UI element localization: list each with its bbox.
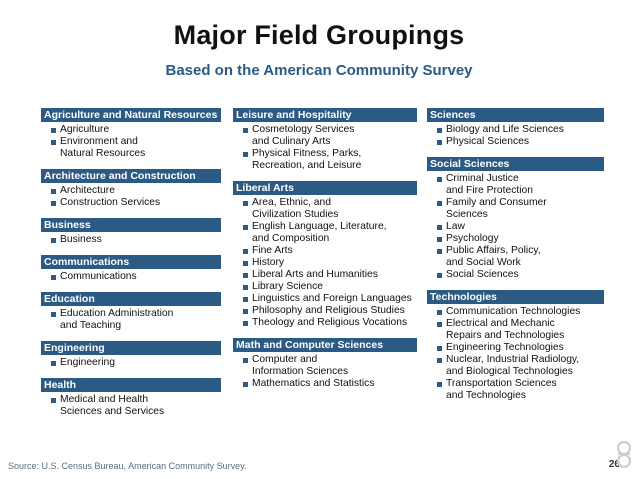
field-item — [427, 306, 604, 318]
field-item-text: Philosophy and Religious Studies — [252, 305, 405, 316]
field-item — [41, 124, 221, 136]
field-item-text: and Culinary Arts — [252, 136, 331, 147]
field-item-text: Education Administration — [60, 308, 174, 319]
field-item-text: Social Sciences — [446, 269, 519, 280]
field-item — [427, 318, 604, 342]
field-item-text: Law — [446, 221, 465, 232]
field-item — [427, 136, 604, 148]
field-item — [41, 197, 221, 209]
field-item-text: Sciences — [446, 209, 488, 220]
field-item — [41, 357, 221, 369]
field-item-text: Engineering — [60, 357, 115, 368]
field-list — [41, 306, 221, 332]
field-item-text: Communication Technologies — [446, 306, 581, 317]
field-item-text: Environment and — [60, 136, 138, 147]
field-item — [427, 342, 604, 354]
field-list — [41, 183, 221, 209]
field-item — [41, 308, 221, 332]
page-subtitle: Based on the American Community Survey — [165, 62, 473, 79]
field-group — [233, 108, 417, 172]
field-list — [41, 355, 221, 369]
field-item-text: Mathematics and Statistics — [252, 378, 375, 389]
field-item — [427, 197, 604, 221]
field-item — [233, 221, 417, 245]
field-item-text: Family and Consumer — [446, 197, 547, 208]
field-item-text: Information Sciences — [252, 366, 349, 377]
field-item-text: Construction Services — [60, 197, 161, 208]
field-item — [427, 233, 604, 245]
field-item-text: Repairs and Technologies — [446, 330, 565, 341]
field-group — [427, 290, 604, 402]
field-group-header: Liberal Arts — [233, 181, 417, 195]
field-list — [233, 195, 417, 329]
field-group — [233, 338, 417, 390]
field-group-header: Math and Computer Sciences — [233, 338, 417, 352]
field-item — [233, 197, 417, 221]
field-list — [233, 352, 417, 390]
field-item-text: Natural Resources — [60, 148, 146, 159]
field-item — [427, 173, 604, 197]
field-item-text: Sciences and Services — [60, 406, 165, 417]
field-item — [427, 378, 604, 402]
field-list — [427, 304, 604, 402]
field-group — [41, 218, 221, 246]
georgetown-logo-icon — [614, 440, 634, 470]
field-item — [41, 136, 221, 160]
field-item-text: and Fire Protection — [446, 185, 533, 196]
field-list — [41, 122, 221, 160]
field-item-text: Library Science — [252, 281, 323, 292]
field-group — [41, 169, 221, 209]
field-group-header: Leisure and Hospitality — [233, 108, 417, 122]
field-item-text: Biology and Life Sciences — [446, 124, 564, 135]
field-group — [427, 108, 604, 148]
source-note: Source: U.S. Census Bureau, American Community Survey. — [8, 461, 247, 471]
field-item-text: Nuclear, Industrial Radiology, — [446, 354, 580, 365]
field-item-text: Liberal Arts and Humanities — [252, 269, 378, 280]
field-item-text: Business — [60, 234, 102, 245]
column-1 — [41, 108, 221, 418]
field-item — [427, 269, 604, 281]
field-item — [233, 378, 417, 390]
field-item — [233, 317, 417, 329]
field-item-text: Cosmetology Services — [252, 124, 355, 135]
field-group — [233, 181, 417, 329]
page-number: 26 — [608, 459, 620, 470]
field-group-header: Technologies — [427, 290, 604, 304]
field-item — [233, 269, 417, 281]
field-item-text: Area, Ethnic, and — [252, 197, 331, 208]
field-group-header: Architecture and Construction — [41, 169, 221, 183]
field-item — [233, 257, 417, 269]
field-item-text: and Technologies — [446, 390, 526, 401]
field-item — [41, 271, 221, 283]
field-item-text: Criminal Justice — [446, 173, 519, 184]
field-item — [427, 221, 604, 233]
field-item-text: Physical Fitness, Parks, — [252, 148, 362, 159]
field-item-text: and Composition — [252, 233, 330, 244]
field-item-text: Transportation Sciences — [446, 378, 557, 389]
field-item-text: Communications — [60, 271, 137, 282]
field-item — [427, 124, 604, 136]
field-item-text: Electrical and Mechanic — [446, 318, 555, 329]
column-2 — [233, 108, 417, 390]
field-item — [233, 148, 417, 172]
field-item-text: Agriculture — [60, 124, 110, 135]
field-item — [427, 245, 604, 269]
field-item-text: Theology and Religious Vocations — [252, 317, 408, 328]
field-group-header: Education — [41, 292, 221, 306]
field-item-text: Physical Sciences — [446, 136, 529, 147]
field-list — [233, 122, 417, 172]
field-group — [41, 255, 221, 283]
field-group-header: Engineering — [41, 341, 221, 355]
field-item-text: Civilization Studies — [252, 209, 339, 220]
field-item — [233, 293, 417, 305]
field-list — [41, 392, 221, 418]
field-item-text: History — [252, 257, 285, 268]
field-item — [41, 185, 221, 197]
field-item-text: Engineering Technologies — [446, 342, 564, 353]
field-item-text: Computer and — [252, 354, 318, 365]
field-group-header: Business — [41, 218, 221, 232]
field-item — [233, 354, 417, 378]
field-group — [41, 341, 221, 369]
field-item-text: English Language, Literature, — [252, 221, 387, 232]
field-item-text: Psychology — [446, 233, 499, 244]
field-item — [233, 305, 417, 317]
field-group — [41, 292, 221, 332]
field-item-text: Public Affairs, Policy, — [446, 245, 541, 256]
field-group-header: Social Sciences — [427, 157, 604, 171]
field-item — [41, 234, 221, 246]
field-group-header: Agriculture and Natural Resources — [41, 108, 221, 122]
field-group — [41, 378, 221, 418]
field-group — [41, 108, 221, 160]
field-list — [41, 269, 221, 283]
page-title: Major Field Groupings — [173, 20, 465, 50]
field-item-text: and Teaching — [60, 320, 122, 331]
field-item-text: Architecture — [60, 185, 115, 196]
field-item — [233, 245, 417, 257]
field-item-text: and Social Work — [446, 257, 521, 268]
field-item-text: and Biological Technologies — [446, 366, 573, 377]
field-item — [41, 394, 221, 418]
field-item-text: Fine Arts — [252, 245, 293, 256]
field-group-header: Communications — [41, 255, 221, 269]
field-list — [427, 122, 604, 148]
field-group-header: Health — [41, 378, 221, 392]
field-group-header: Sciences — [427, 108, 604, 122]
field-list — [427, 171, 604, 281]
field-item — [233, 281, 417, 293]
field-item — [427, 354, 604, 378]
field-item-text: Medical and Health — [60, 394, 149, 405]
column-3 — [427, 108, 604, 402]
field-item — [233, 124, 417, 148]
field-list — [41, 232, 221, 246]
field-item-text: Recreation, and Leisure — [252, 160, 362, 171]
field-group — [427, 157, 604, 281]
field-item-text: Linguistics and Foreign Languages — [252, 293, 412, 304]
